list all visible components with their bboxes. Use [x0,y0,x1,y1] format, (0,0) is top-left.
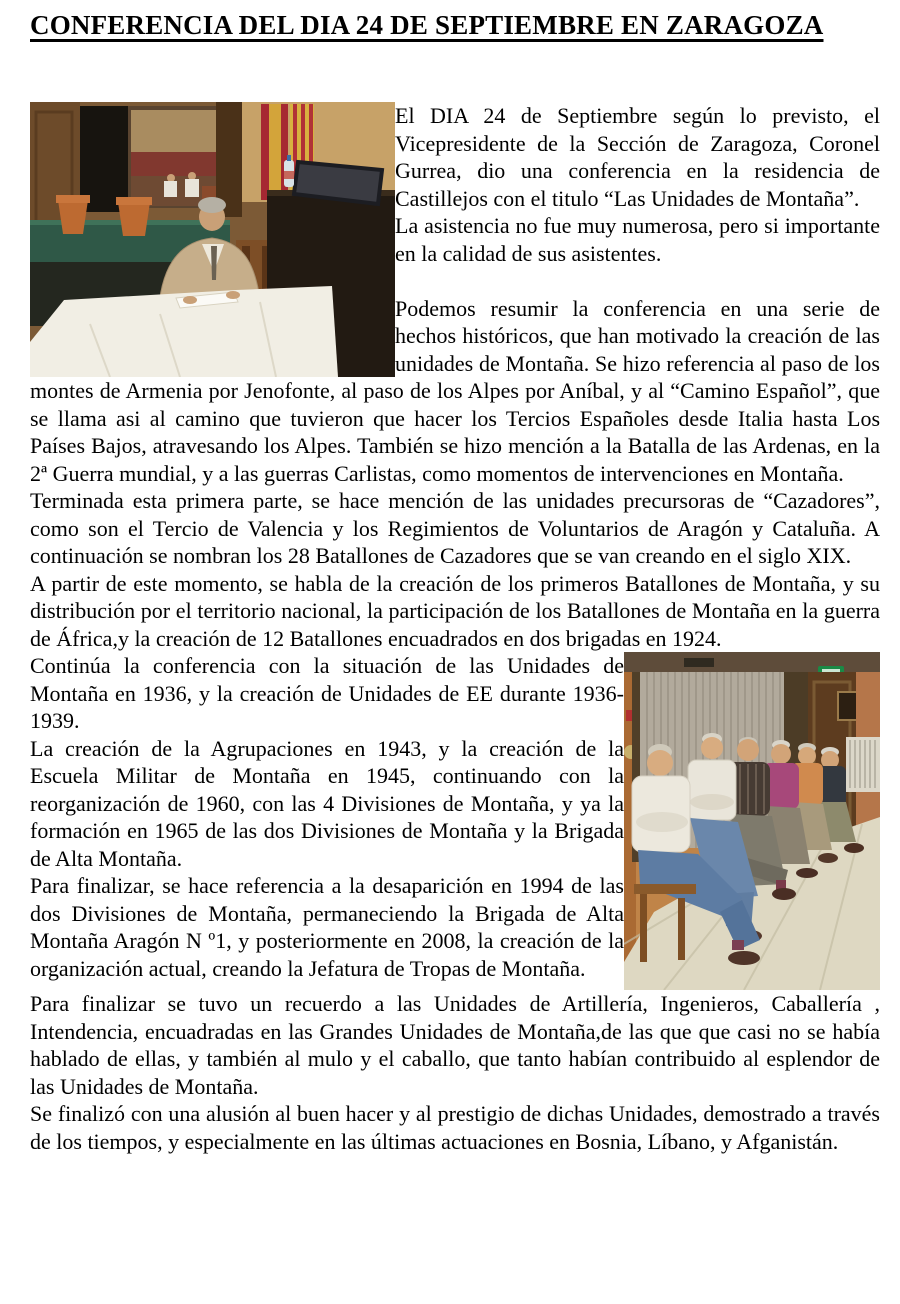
paragraph-first-battalions: A partir de este momento, se habla de la creación de los primeros Batallones de Montaña, y su distribución por el territorio nacional, la participación de los Batallones de Montaña en la guerra de África,y la creación de 12 Batallones encuadrados en dos brigadas en 1924. [30,570,880,651]
paragraph-attendance: La asistencia no fue muy numerosa, pero si importante en la calidad de sus asistentes. [395,213,880,266]
paragraph-precursors: Terminada esta primera parte, se hace mención de las unidades precursoras de “Cazadores”, como son el Tercio de Valencia y los Regimientos de Voluntarios de Aragón y Cataluña. A continuación se nombran los 28 Batallones de Cazadores que se van creando en el siglo XIX. [30,488,880,568]
speaker-photo-illustration [30,102,395,377]
page-title: CONFERENCIA DEL DIA 24 DE SEPTIEMBRE EN ZARAGOZA [30,10,824,40]
audience-photo-illustration [624,652,880,990]
paragraph-reorganizations: La creación de la Agrupaciones en 1943, y la creación de la Escuela Militar de Montaña en 1945, continuando con la reorganización de 1960, con las 4 Divisiones de Montaña, y ya la formación en 1965 de las dos Divisiones de Montaña y la Brigada de Alta Montaña. [30,735,624,871]
paragraph-closing: Se finalizó con una alusión al buen hacer y al prestigio de dichas Unidades, demostrado a través de los tiempos, y especialmente en las últimas actuaciones en Bosnia, Líbano, y Afganistán. [30,1101,880,1154]
paragraph-support-units: Para finalizar se tuvo un recuerdo a las Unidades de Artillería, Ingenieros, Caballería , Intendencia, encuadradas en las Grandes Unidades de Montaña,de las que que casi no se había hablado de ellas, y también al mulo y el caballo, que tanto habían contribuido al esplendor de las Unidades de Montaña. [30,991,880,1099]
paragraph-intro: El DIA 24 de Septiembre según lo previsto, el Vicepresidente de la Sección de Zaragoza, Coronel Gurrea, dio una conferencia en la residencia de Castillejos con el titulo “Las Unidades de Montaña”. [395,103,880,211]
photo-audience [624,652,880,990]
paragraph-1994-2008: Para finalizar, se hace referencia a la desaparición en 1994 de las dos Divisiones de Montaña, permaneciendo la Brigada de Alta Montaña Aragón N º1, y posteriormente en 2008, la creación de la organización actual, creando la Jefatura de Tropas de Montaña. [30,873,624,981]
photo-conference-speaker [30,102,395,377]
article-body [30,102,880,1155]
paragraph-summary-history: Podemos resumir la conferencia en una serie de hechos históricos, que han motivado la creación de las unidades de Montaña. Se hizo referencia al paso de los montes de Armenia por Jenofonte, al paso de los Alpes por Aníbal, y al “Camino Español”, que se llama asi al camino que tuvieron que hacer los Tercios Españoles desde Italia hasta Los Países Bajos, atravesando los Alpes. También se hizo mención a la Batalla de las Ardenas, en la 2ª Guerra mundial, y a las guerras Carlistas, como momentos de intervenciones en Montaña. [30,295,880,486]
paragraph-1936: Continúa la conferencia con la situación de las Unidades de Montaña en 1936, y la creación de Unidades de EE durante 1936-1939. [30,653,624,733]
